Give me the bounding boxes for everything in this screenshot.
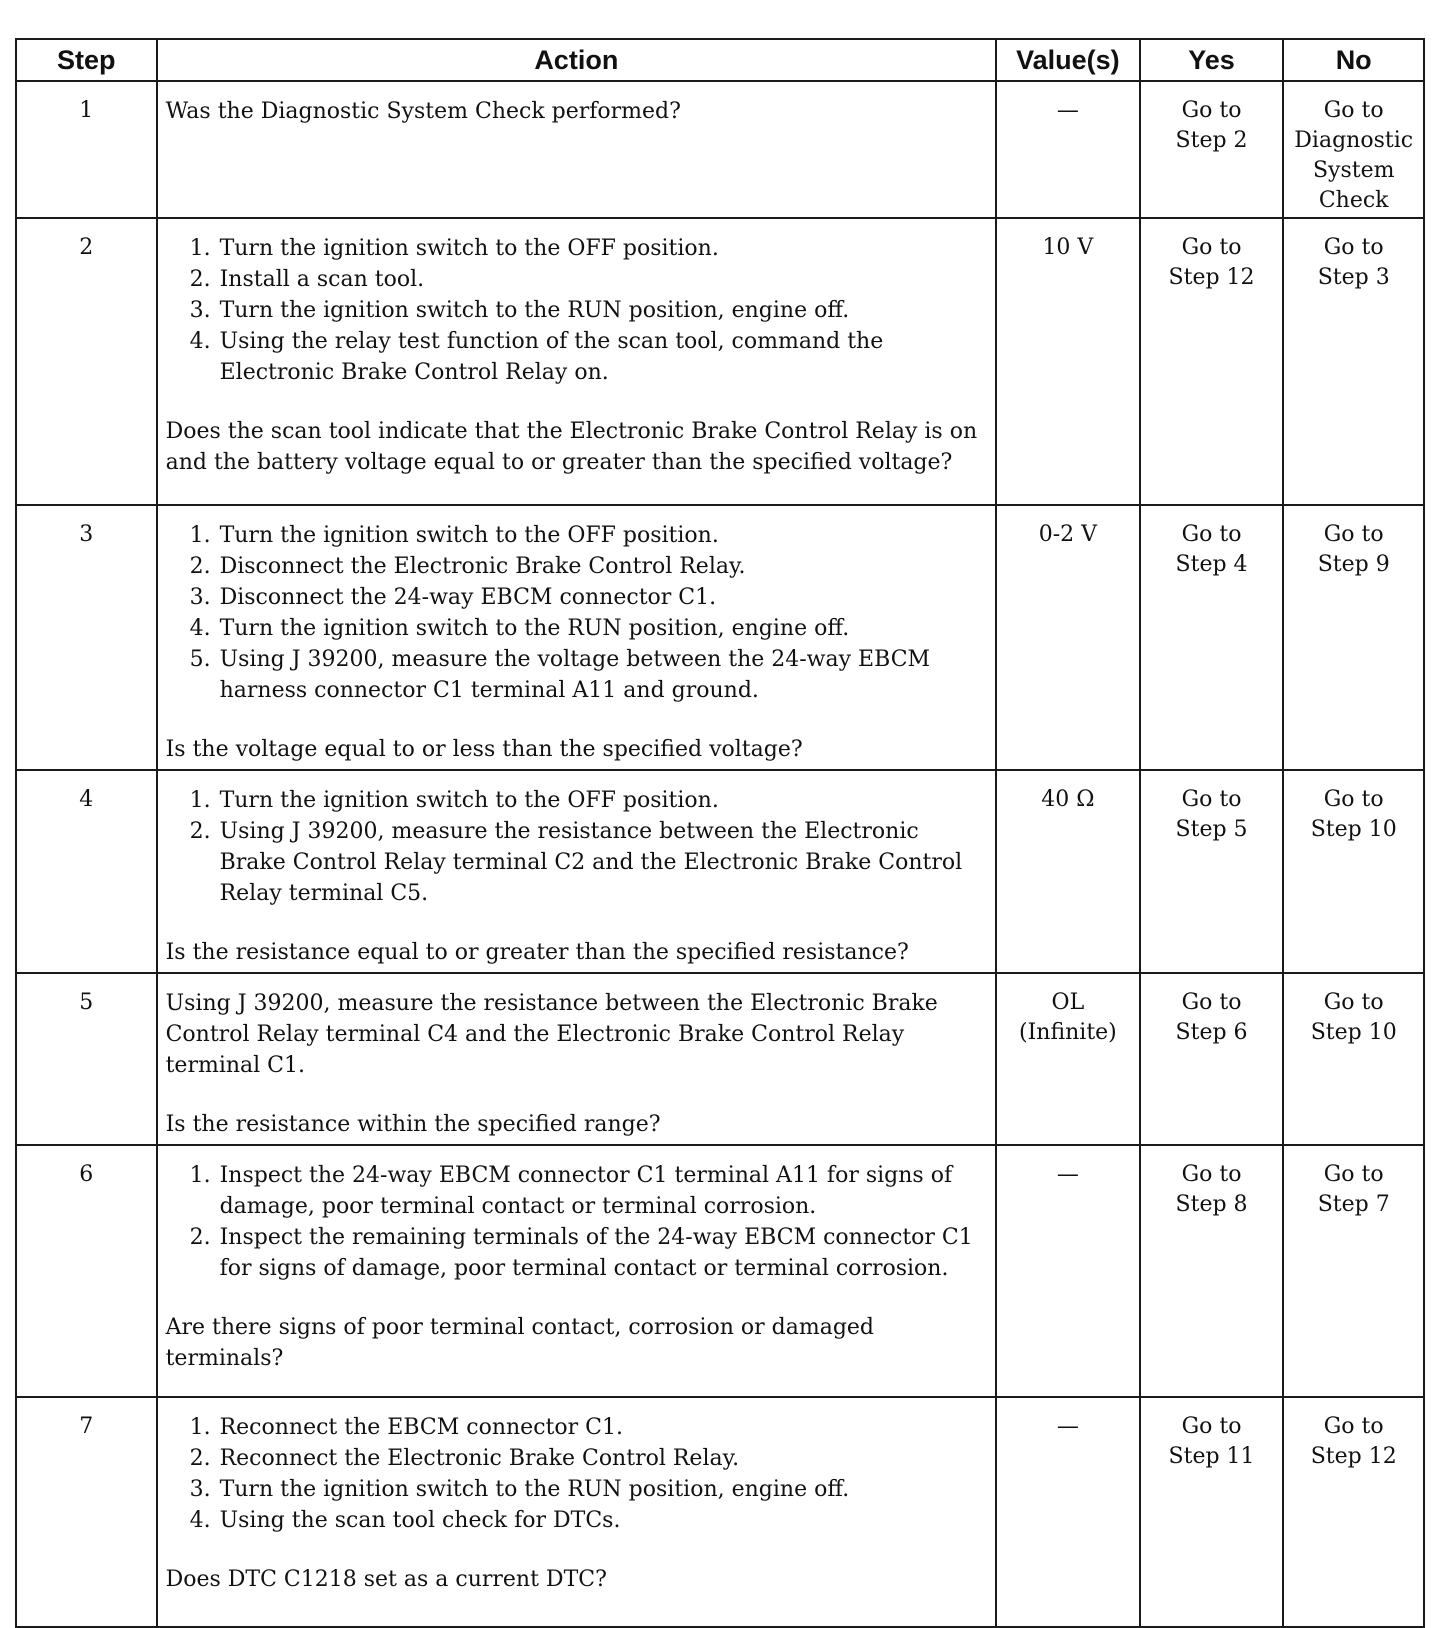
yes-line: Go to — [1181, 98, 1242, 123]
yes-line: Step 8 — [1175, 1192, 1248, 1217]
action-steps-list — [166, 520, 987, 706]
table-row — [16, 218, 1424, 505]
no-cell — [1283, 505, 1424, 770]
action-steps-list — [166, 785, 987, 909]
action-step-item: 1. Reconnect the EBCM connector C1. — [218, 1412, 987, 1443]
yes-line: Go to — [1181, 522, 1242, 547]
step-number: 7 — [16, 1397, 157, 1627]
action-cell — [157, 81, 996, 218]
header-step: Step — [16, 39, 157, 81]
action-steps-list — [166, 1160, 987, 1284]
step-number: 4 — [16, 770, 157, 973]
table-row — [16, 81, 1424, 218]
table-body — [16, 81, 1424, 1627]
action-step-item: 1. Turn the ignition switch to the OFF position. — [218, 520, 987, 551]
action-question: Are there signs of poor terminal contact, corrosion or damaged terminals? — [165, 1315, 875, 1371]
yes-line: Step 11 — [1168, 1444, 1255, 1469]
action-step-item: 2. Using J 39200, measure the resistance between the Electronic Brake Control Relay terminal C2 and the Electronic Brake Control Relay terminal C5. — [218, 816, 987, 909]
step-number: 6 — [16, 1145, 157, 1397]
no-line: System — [1312, 158, 1395, 183]
no-line: Step 3 — [1317, 265, 1390, 290]
yes-line: Go to — [1181, 990, 1242, 1015]
yes-line: Step 2 — [1175, 128, 1248, 153]
action-question: Is the voltage equal to or less than the specified voltage? — [165, 737, 803, 762]
action-question: Does the scan tool indicate that the Electronic Brake Control Relay is on and the battery voltage equal to or greater than the specified voltage? — [165, 419, 978, 475]
no-line: Step 10 — [1310, 1020, 1397, 1045]
no-cell — [1283, 81, 1424, 218]
action-intro: Using J 39200, measure the resistance between the Electronic Brake Control Relay terminal C4 and the Electronic Brake Control Relay terminal C1. — [165, 991, 938, 1078]
header-yes: Yes — [1140, 39, 1284, 81]
value-cell: — — [996, 1145, 1140, 1397]
header-action: Action — [157, 39, 996, 81]
action-cell — [157, 973, 996, 1145]
diagnostic-page — [15, 38, 1425, 1628]
no-line: Go to — [1323, 98, 1384, 123]
yes-line: Go to — [1181, 1414, 1242, 1439]
action-cell — [157, 1397, 996, 1627]
header-values: Value(s) — [996, 39, 1140, 81]
yes-line: Step 4 — [1175, 552, 1248, 577]
step-number: 3 — [16, 505, 157, 770]
action-cell — [157, 1145, 996, 1397]
action-cell — [157, 770, 996, 973]
value-cell: OL (Infinite) — [996, 973, 1140, 1145]
no-cell — [1283, 1397, 1424, 1627]
yes-cell — [1140, 973, 1284, 1145]
action-step-item: 1. Turn the ignition switch to the OFF position. — [218, 785, 987, 816]
action-steps-list — [166, 233, 987, 388]
action-step-item: 2. Reconnect the Electronic Brake Control Relay. — [218, 1443, 987, 1474]
yes-cell — [1140, 1397, 1284, 1627]
action-step-item: 2. Disconnect the Electronic Brake Control Relay. — [218, 551, 987, 582]
yes-cell — [1140, 505, 1284, 770]
no-line: Go to — [1323, 990, 1384, 1015]
table-row — [16, 505, 1424, 770]
no-line: Go to — [1323, 1414, 1384, 1439]
action-step-item: 4. Turn the ignition switch to the RUN position, engine off. — [218, 613, 987, 644]
action-step-item: 2. Install a scan tool. — [218, 264, 987, 295]
yes-cell — [1140, 1145, 1284, 1397]
value-cell: — — [996, 81, 1140, 218]
yes-line: Step 5 — [1175, 817, 1248, 842]
action-cell — [157, 218, 996, 505]
table-row — [16, 973, 1424, 1145]
yes-cell — [1140, 770, 1284, 973]
action-step-item: 4. Using the relay test function of the scan tool, command the Electronic Brake Control Relay on. — [218, 326, 987, 388]
action-step-item: 3. Turn the ignition switch to the RUN position, engine off. — [218, 1474, 987, 1505]
no-line: Go to — [1323, 235, 1384, 260]
action-question: Was the Diagnostic System Check performed? — [165, 99, 681, 124]
action-step-item: 2. Inspect the remaining terminals of the 24-way EBCM connector C1 for signs of damage, poor terminal contact or terminal corrosion. — [218, 1222, 987, 1284]
yes-line: Step 6 — [1175, 1020, 1248, 1045]
no-cell — [1283, 1145, 1424, 1397]
step-number: 1 — [16, 81, 157, 218]
no-line: Step 7 — [1317, 1192, 1390, 1217]
no-line: Go to — [1323, 522, 1384, 547]
action-question: Is the resistance within the specified range? — [165, 1112, 661, 1137]
yes-cell — [1140, 81, 1284, 218]
no-cell — [1283, 218, 1424, 505]
no-line: Go to — [1323, 787, 1384, 812]
no-line: Diagnostic — [1294, 128, 1414, 153]
action-step-item: 4. Using the scan tool check for DTCs. — [218, 1505, 987, 1536]
yes-line: Go to — [1181, 787, 1242, 812]
no-line: Step 9 — [1317, 552, 1390, 577]
action-step-item: 1. Turn the ignition switch to the OFF position. — [218, 233, 987, 264]
action-step-item: 5. Using J 39200, measure the voltage between the 24-way EBCM harness connector C1 terminal A11 and ground. — [218, 644, 987, 706]
value-cell: 10 V — [996, 218, 1140, 505]
table-row — [16, 1397, 1424, 1627]
action-question: Is the resistance equal to or greater than the specified resistance? — [165, 940, 909, 965]
no-line: Check — [1318, 188, 1389, 213]
step-number: 5 — [16, 973, 157, 1145]
table-row — [16, 1145, 1424, 1397]
action-cell — [157, 505, 996, 770]
no-line: Step 12 — [1310, 1444, 1397, 1469]
value-cell: — — [996, 1397, 1140, 1627]
yes-cell — [1140, 218, 1284, 505]
action-step-item: 1. Inspect the 24-way EBCM connector C1 terminal A11 for signs of damage, poor terminal contact or terminal corrosion. — [218, 1160, 987, 1222]
action-steps-list — [166, 1412, 987, 1536]
step-number: 2 — [16, 218, 157, 505]
action-question: Does DTC C1218 set as a current DTC? — [165, 1567, 607, 1592]
value-cell: 0-2 V — [996, 505, 1140, 770]
diagnostic-table — [15, 38, 1425, 1628]
table-header-row — [16, 39, 1424, 81]
no-line: Step 10 — [1310, 817, 1397, 842]
no-cell — [1283, 770, 1424, 973]
value-cell: 40 Ω — [996, 770, 1140, 973]
no-cell — [1283, 973, 1424, 1145]
no-line: Go to — [1323, 1162, 1384, 1187]
table-row — [16, 770, 1424, 973]
header-no: No — [1283, 39, 1424, 81]
action-step-item: 3. Turn the ignition switch to the RUN position, engine off. — [218, 295, 987, 326]
action-step-item: 3. Disconnect the 24-way EBCM connector C1. — [218, 582, 987, 613]
yes-line: Step 12 — [1168, 265, 1255, 290]
yes-line: Go to — [1181, 1162, 1242, 1187]
yes-line: Go to — [1181, 235, 1242, 260]
